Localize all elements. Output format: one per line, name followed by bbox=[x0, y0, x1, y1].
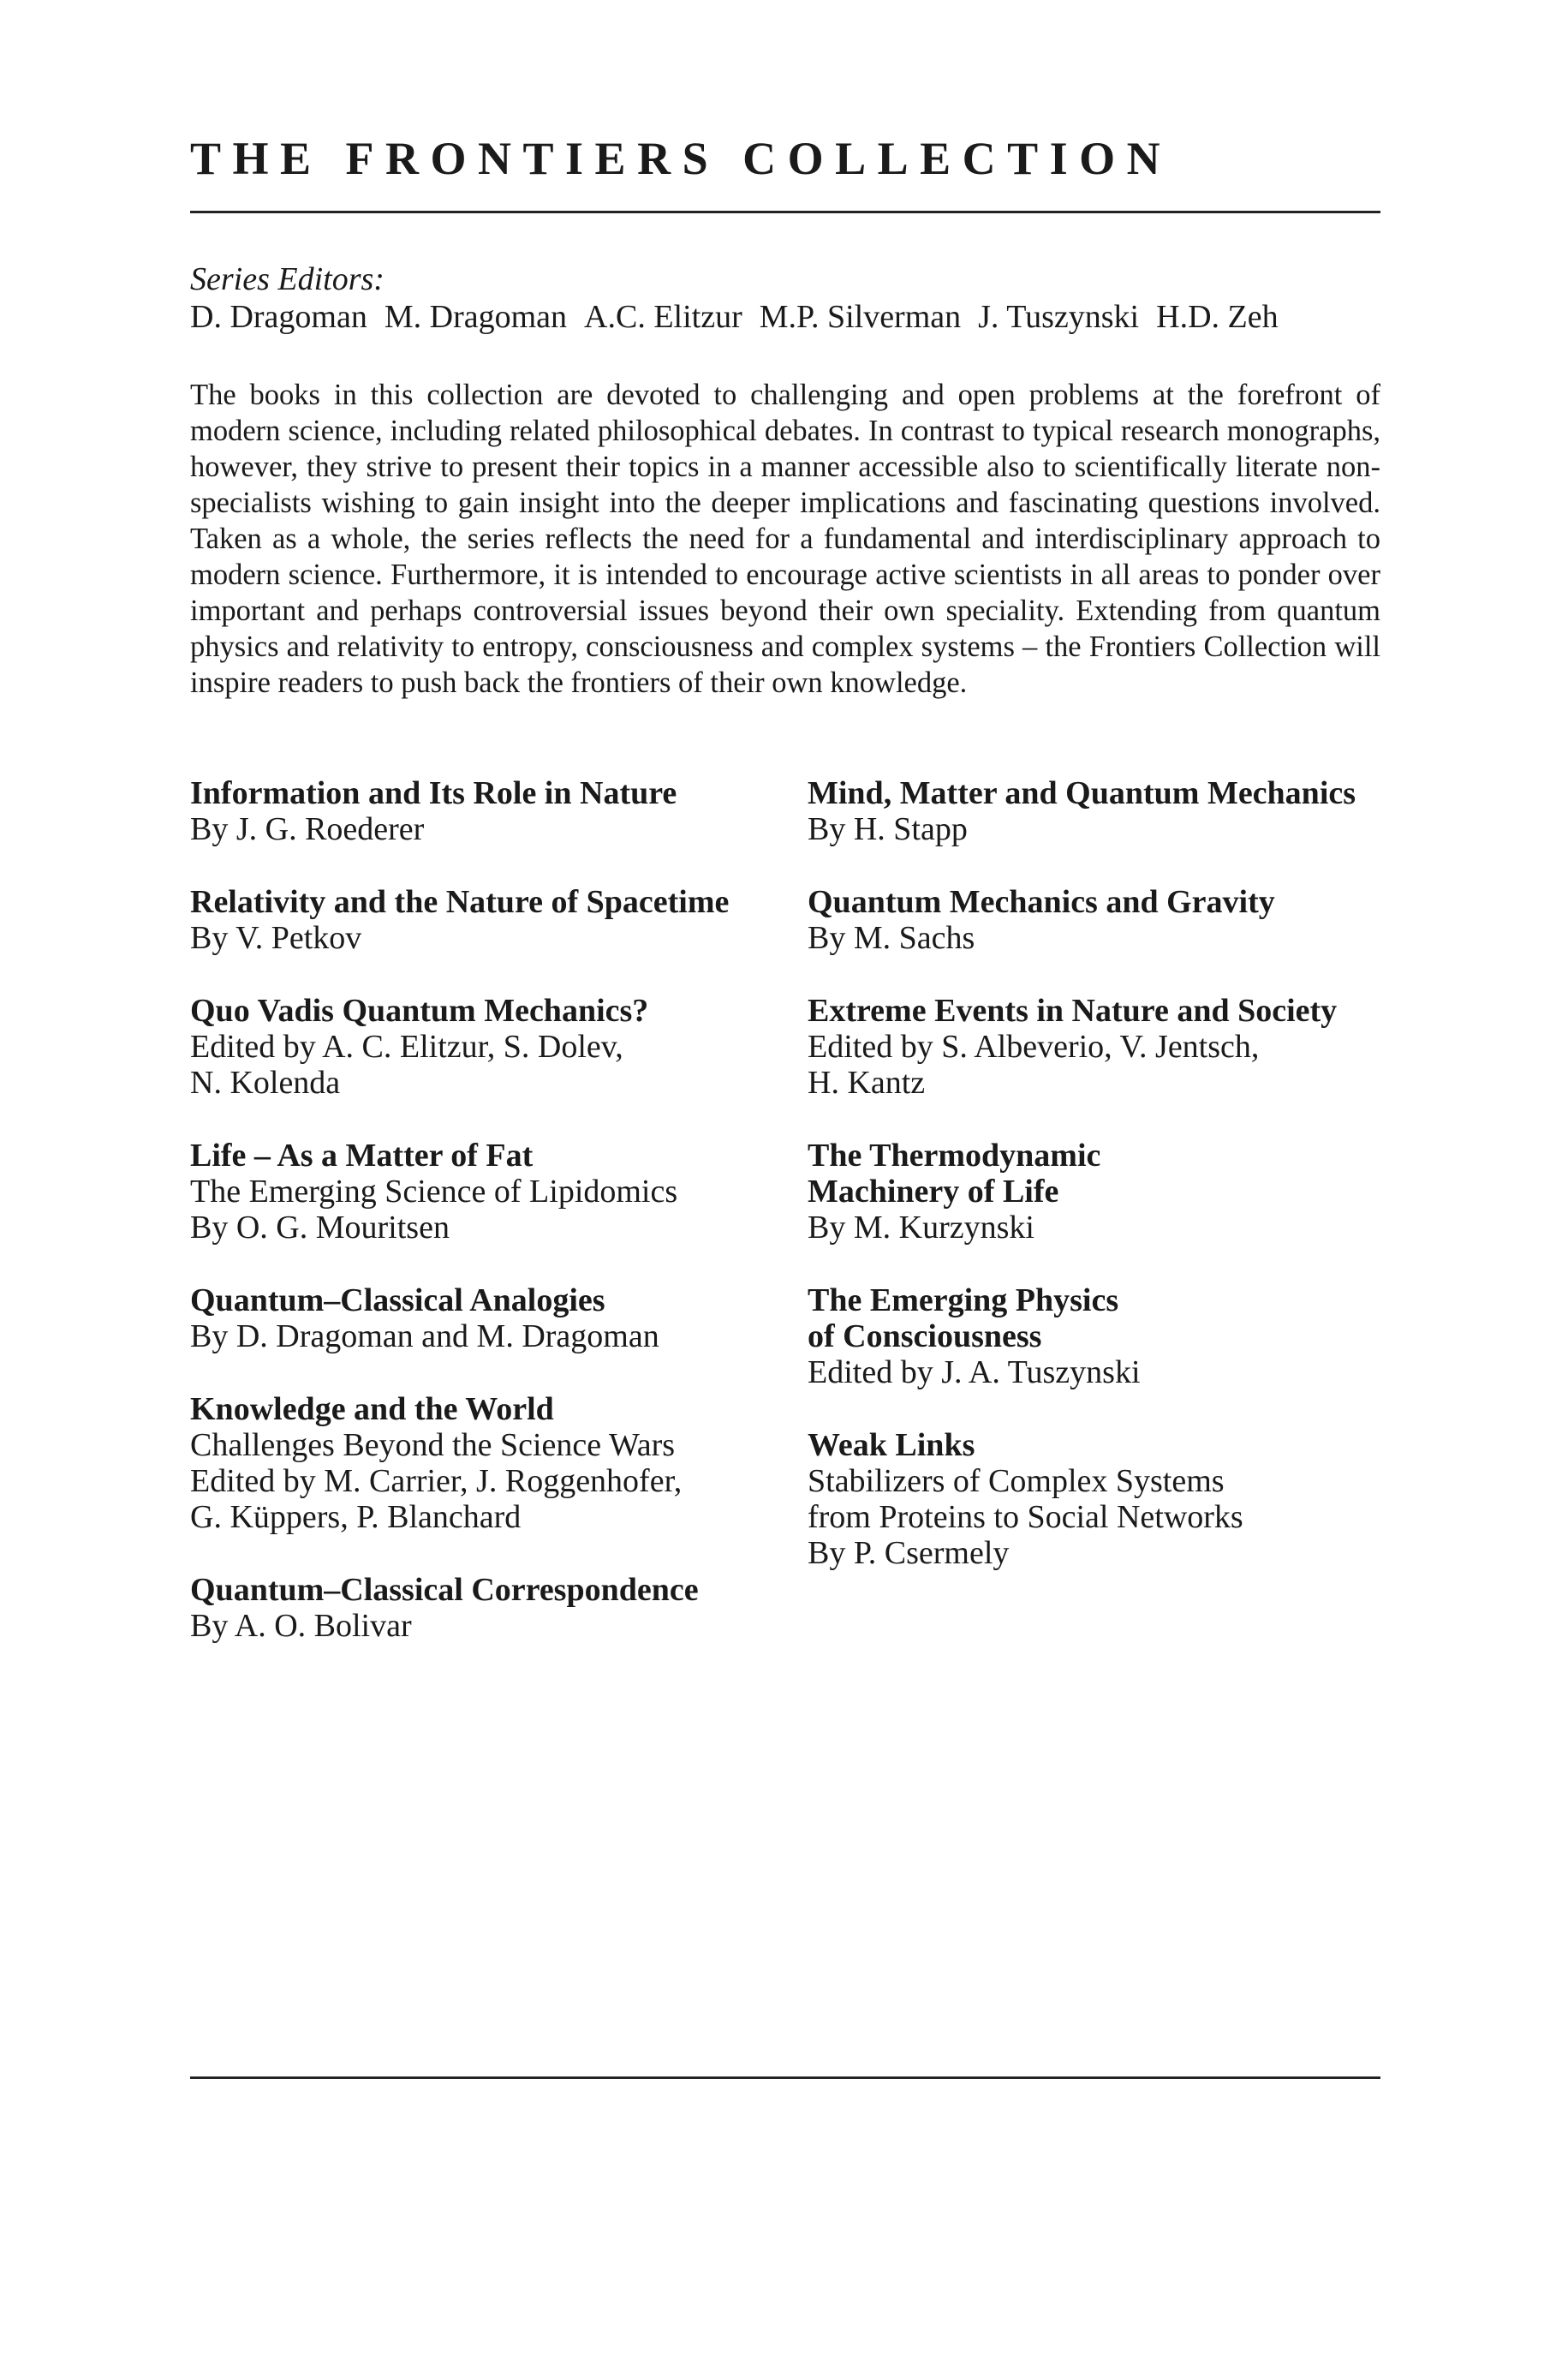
editor-name: A.C. Elitzur bbox=[584, 299, 742, 335]
book-title: Quantum–Classical Correspondence bbox=[190, 1572, 699, 1608]
book-entry bbox=[808, 993, 1398, 1101]
book-byline: Edited by M. Carrier, J. Roggenhofer, bbox=[190, 1463, 683, 1499]
book-entry bbox=[190, 1391, 781, 1535]
book-title: Information and Its Role in Nature bbox=[190, 775, 677, 811]
bottom-divider bbox=[190, 2076, 1380, 2079]
book-byline: By M. Kurzynski bbox=[808, 1210, 1034, 1246]
book-byline: from Proteins to Social Networks bbox=[808, 1499, 1243, 1535]
series-editors-list bbox=[190, 300, 1406, 336]
book-byline: Edited by A. C. Elitzur, S. Dolev, bbox=[190, 1029, 623, 1065]
book-title: Weak Links bbox=[808, 1427, 975, 1463]
book-byline: By J. G. Roederer bbox=[190, 811, 425, 847]
book-title: Extreme Events in Nature and Society bbox=[808, 993, 1338, 1029]
series-description: The books in this collection are devoted to challenging and open problems at the forefront of modern science, including related philosophical debates. In contrast to typical research monographs, however, they strive to present their topics in a manner accessible also to scientifically literate non-specialists wishing to gain insight into the deeper implications and fascinating questions involved. Taken as a whole, the series reflects the need for a fundamental and interdisciplinary approach to modern science. Furthermore, it is intended to encourage active scientists in all areas to ponder over important and perhaps controversial issues beyond their own speciality. Extending from quantum physics and relativity to entropy, consciousness and complex systems – the Frontiers Collection will inspire readers to push back the frontiers of their own knowledge. bbox=[190, 379, 1380, 699]
editor-name: M. Dragoman bbox=[384, 299, 568, 335]
book-title: Quantum–Classical Analogies bbox=[190, 1282, 605, 1318]
book-byline: By M. Sachs bbox=[808, 920, 975, 956]
series-editors-label: Series Editors: bbox=[190, 261, 385, 297]
book-byline: Edited by J. A. Tuszynski bbox=[808, 1354, 1141, 1390]
book-entry bbox=[190, 1138, 781, 1246]
top-divider bbox=[190, 211, 1380, 213]
book-entry bbox=[808, 884, 1398, 956]
book-title: Relativity and the Nature of Spacetime bbox=[190, 884, 730, 920]
book-list-left bbox=[190, 775, 781, 1681]
book-byline: Stabilizers of Complex Systems bbox=[808, 1463, 1225, 1499]
book-entry bbox=[808, 775, 1398, 847]
book-entry bbox=[808, 1427, 1398, 1571]
book-byline: N. Kolenda bbox=[190, 1065, 341, 1101]
book-title: The Thermodynamic bbox=[808, 1138, 1101, 1174]
editor-name: M.P. Silverman bbox=[759, 299, 962, 335]
book-byline: By V. Petkov bbox=[190, 920, 362, 956]
book-byline: The Emerging Science of Lipidomics bbox=[190, 1174, 678, 1210]
book-entry bbox=[190, 884, 781, 956]
book-byline: By D. Dragoman and M. Dragoman bbox=[190, 1318, 659, 1354]
editor-name: J. Tuszynski bbox=[978, 299, 1140, 335]
book-entry bbox=[190, 1282, 781, 1354]
editor-name: H.D. Zeh bbox=[1156, 299, 1279, 335]
book-byline: Edited by S. Albeverio, V. Jentsch, bbox=[808, 1029, 1260, 1065]
book-byline: By P. Csermely bbox=[808, 1535, 1010, 1571]
series-title: THE FRONTIERS COLLECTION bbox=[190, 133, 1172, 184]
book-title: Machinery of Life bbox=[808, 1174, 1059, 1210]
editor-name: D. Dragoman bbox=[190, 299, 367, 335]
book-title: of Consciousness bbox=[808, 1318, 1042, 1354]
book-entry bbox=[808, 1282, 1398, 1390]
book-title: Knowledge and the World bbox=[190, 1391, 554, 1427]
book-byline: By H. Stapp bbox=[808, 811, 968, 847]
book-title: The Emerging Physics bbox=[808, 1282, 1119, 1318]
book-byline: G. Küppers, P. Blanchard bbox=[190, 1499, 522, 1535]
book-entry bbox=[190, 1572, 781, 1644]
book-byline: By A. O. Bolivar bbox=[190, 1608, 412, 1644]
book-byline: Challenges Beyond the Science Wars bbox=[190, 1427, 676, 1463]
book-title: Life – As a Matter of Fat bbox=[190, 1138, 534, 1174]
book-title: Mind, Matter and Quantum Mechanics bbox=[808, 775, 1356, 811]
book-title: Quo Vadis Quantum Mechanics? bbox=[190, 993, 649, 1029]
book-list-right bbox=[808, 775, 1398, 1608]
book-entry bbox=[808, 1138, 1398, 1246]
book-entry bbox=[190, 775, 781, 847]
book-title: Quantum Mechanics and Gravity bbox=[808, 884, 1275, 920]
book-entry bbox=[190, 993, 781, 1101]
book-byline: By O. G. Mouritsen bbox=[190, 1210, 450, 1246]
book-byline: H. Kantz bbox=[808, 1065, 926, 1101]
